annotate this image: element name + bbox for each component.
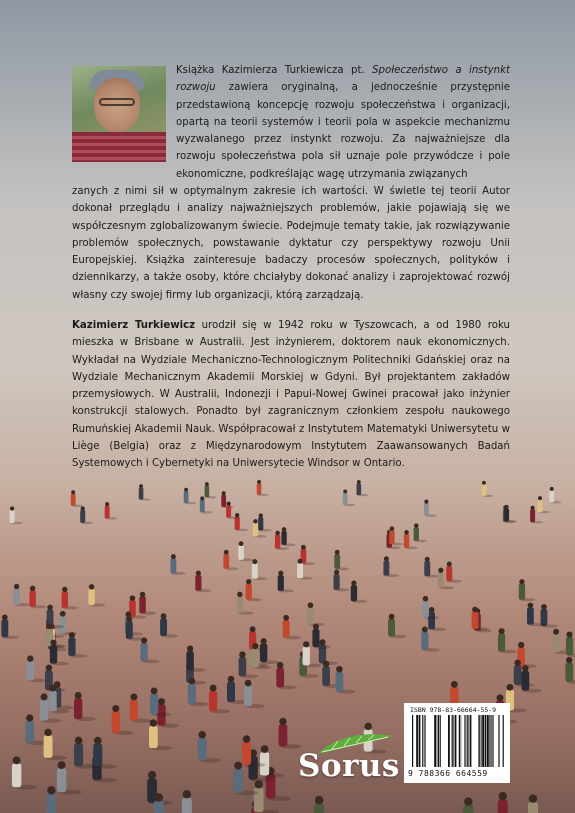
blurb-text-part1: zawiera oryginalną, a jednocześnie przystępnie przedstawioną koncepcję rozwoju społeczeństwa i organizacji, opartą na teorii systemów i teorii pola w aspekcie mechanizmu wyzwalanego przez instynkt rozwoju. Za najważniejsze dla rozwoju społeczeństwa pola sił uznaje pole przywódcze i pole ekonomiczne, podkreślając wagę utrzymania związanych (176, 82, 510, 180)
author-name: Kazimierz Turkiewicz (72, 320, 196, 331)
blurb-intro: Książka Kazimierza Turkiewicza pt. (176, 65, 373, 76)
isbn-barcode (404, 703, 510, 783)
author-photo (72, 66, 166, 162)
publisher-logo (298, 730, 398, 786)
blurb-beside-photo (176, 62, 510, 183)
author-shirt (72, 132, 166, 162)
barcode-digits: 9 788366 664559 (408, 769, 488, 778)
barcode-bars (412, 715, 504, 767)
publisher-name: Sorus (298, 748, 400, 784)
blurb-continuation: zanych z nimi sił w optymalnym zakresie ich wartości. W świetle tej teorii Autor dokonał przeglądu i analizy najważniejszych problemów, jakie pojawiają się we współczesnym zglobalizowanym świecie. Podejmuje tematy takie, jak rozwiązywanie problemów społecznych, powstawanie dyktatur czy perspektywy rozwoju Unii Europejskiej. Książka zainteresuje badaczy procesów społecznych, polityków i dziennikarzy, a także osoby, które chciałyby dokonać analizy i zaprojektować rozwój własny czy swojej firmy lub organizacji, którą zarządzają. (72, 186, 510, 301)
book-title: Społeczeństwo a instynkt rozwoju (176, 65, 510, 94)
isbn-label: ISBN 978-83-66664-55-9 (410, 706, 497, 714)
author-bio-text: urodził się w 1942 roku w Tyszowcach, a od 1980 roku mieszka w Brisbane w Australii. Jest inżynierem, doktorem nauk ekonomicznych. Wykładał na Wydziale Mechaniczno-Technologicznym Politechniki Gdańskiej oraz na Wydziale Mechanicznym Akademii Morskiej w Gdyni. Był projektantem zakładów przemysłowych. W Australii, Indonezji i Papui-Nowej Gwinei pracował jako inżynier konstrukcji stalowych. Ponadto był zagranicznym członkiem zespołu naukowego Rumuńskiej Akademii Nauk. Współpracował z Instytutem Matematyki Uniwersytetu w Liège (Belgia) oraz z Międzynarodowym Instytutem Zaawansowanych Badań Systemowych i Cybernetyki na Uniwersytecie Windsor w Ontario. (72, 320, 510, 470)
author-glasses (99, 98, 135, 106)
author-bio (72, 317, 510, 473)
